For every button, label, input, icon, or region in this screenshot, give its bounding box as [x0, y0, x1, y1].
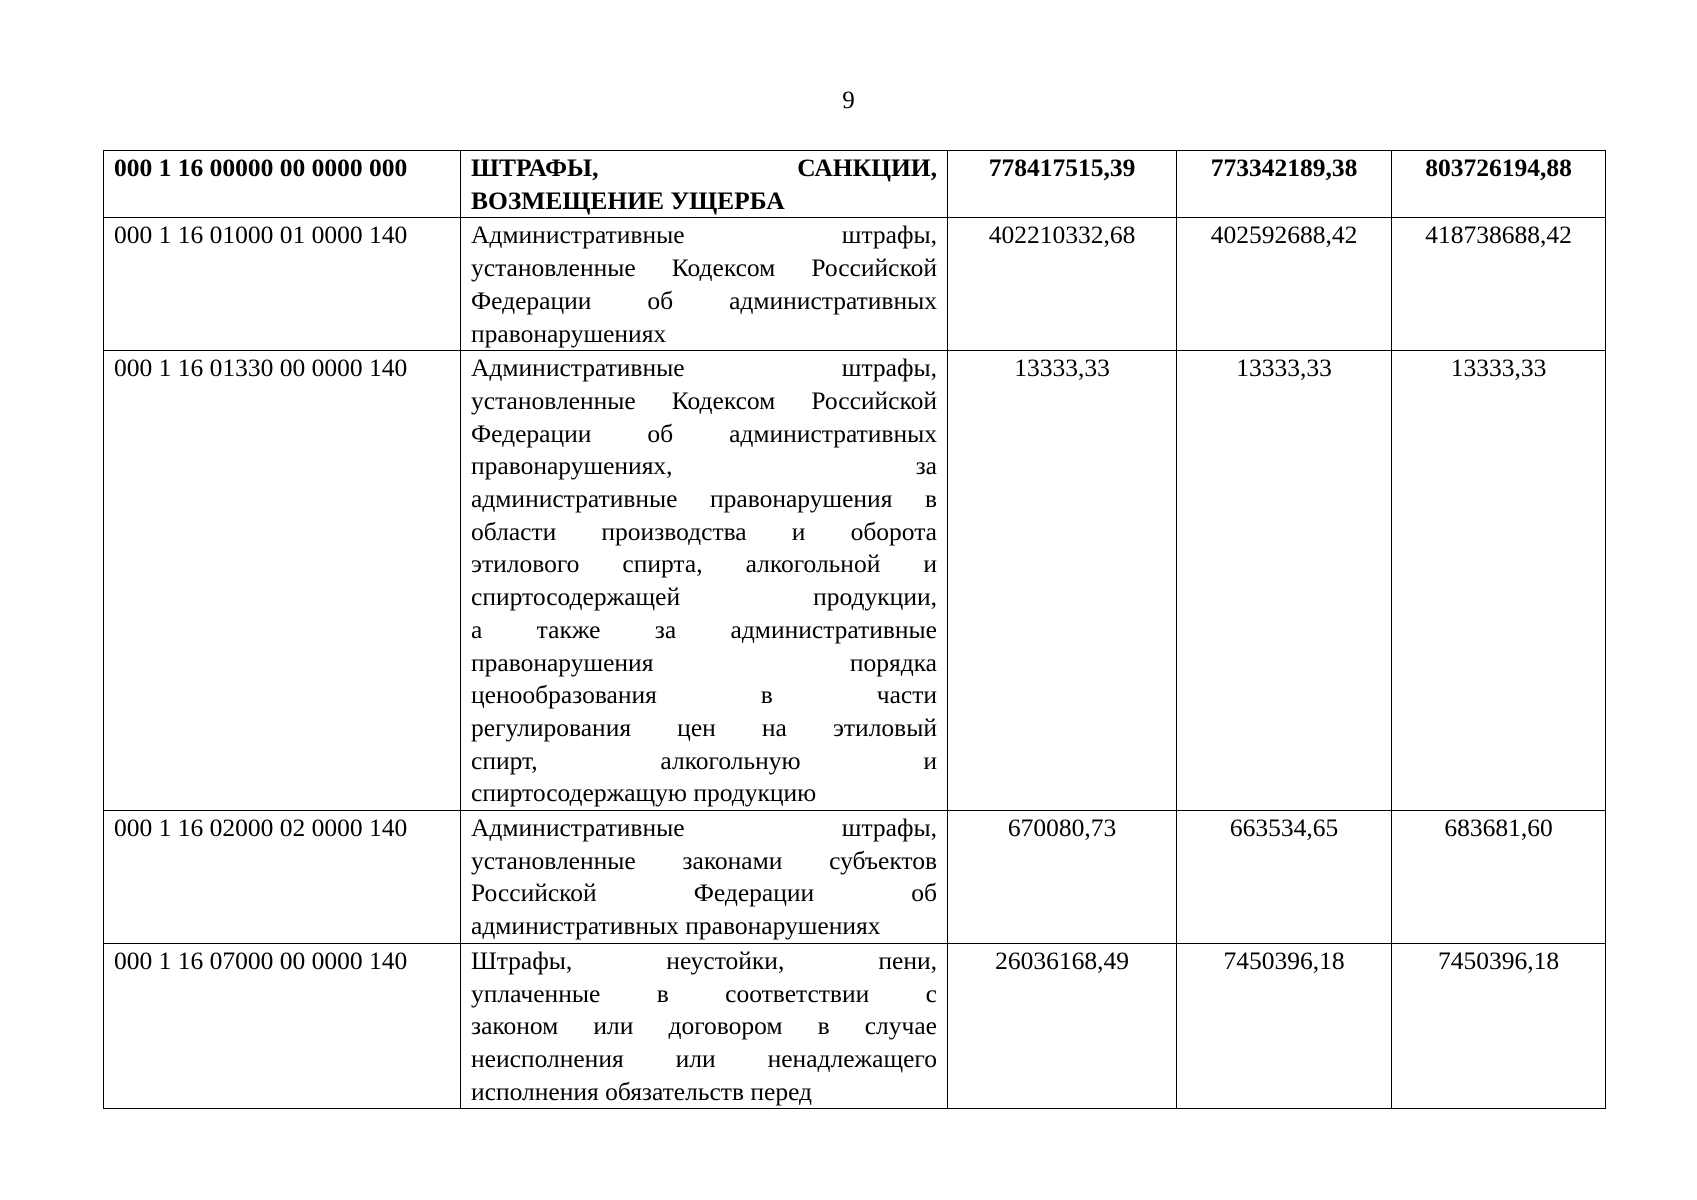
revenue-name-line: Штрафы, неустойки, пени,	[471, 945, 937, 975]
amount-year-1-cell: 778417515,39	[948, 151, 1177, 218]
page-number: 9	[842, 87, 855, 114]
revenue-name-line: Федерации об административных	[471, 418, 937, 448]
revenue-name-line: установленные законами субъектов	[471, 845, 937, 875]
table-row-total	[104, 151, 1606, 218]
budget-code-cell: 000 1 16 07000 00 0000 140	[104, 943, 461, 1109]
budget-code-cell: 000 1 16 01330 00 0000 140	[104, 351, 461, 811]
revenue-name-line: Федерации об административных	[471, 285, 937, 315]
revenue-name-line: а также за административные	[471, 614, 937, 644]
revenue-name-line: области производства и оборота	[471, 516, 937, 546]
amount-year-1-cell: 13333,33	[948, 351, 1177, 811]
revenue-name-line: спиртосодержащую продукцию	[471, 778, 817, 808]
budget-code-cell: 000 1 16 01000 01 0000 140	[104, 218, 461, 351]
amount-year-2-cell: 7450396,18	[1177, 943, 1392, 1109]
revenue-name-line: правонарушениях	[471, 318, 667, 348]
budget-code-cell: 000 1 16 02000 02 0000 140	[104, 811, 461, 944]
revenue-name-line: Административные штрафы,	[471, 813, 937, 843]
revenue-name-line: установленные Кодексом Российской	[471, 253, 937, 283]
table-row	[104, 218, 1606, 351]
revenue-name-line: этилового спирта, алкогольной и	[471, 549, 937, 579]
revenue-name-cell	[461, 811, 948, 944]
revenue-name-line: ШТРАФЫ, САНКЦИИ,	[471, 153, 937, 182]
revenue-name-line: регулирования цен на этиловый	[471, 712, 937, 742]
amount-year-1-cell: 26036168,49	[948, 943, 1177, 1109]
revenue-name-line: неисполнения или ненадлежащего	[471, 1043, 937, 1073]
revenue-name-cell	[461, 218, 948, 351]
table-row	[104, 811, 1606, 944]
amount-year-3-cell: 13333,33	[1392, 351, 1606, 811]
revenue-name-line: Административные штрафы,	[471, 220, 937, 250]
revenue-name-line: установленные Кодексом Российской	[471, 385, 937, 415]
amount-year-3-cell: 683681,60	[1392, 811, 1606, 944]
revenue-name-line: правонарушениях, за	[471, 451, 937, 481]
revenue-name-line: уплаченные в соответствии с	[471, 978, 937, 1008]
amount-year-1-cell: 670080,73	[948, 811, 1177, 944]
amount-year-3-cell: 7450396,18	[1392, 943, 1606, 1109]
amount-year-3-cell: 803726194,88	[1392, 151, 1606, 218]
revenue-name-line: спирт, алкогольную и	[471, 745, 937, 775]
revenue-name-line: правонарушения порядка	[471, 647, 937, 677]
amount-year-2-cell: 773342189,38	[1177, 151, 1392, 218]
budget-table	[103, 150, 1606, 1109]
budget-code-cell: 000 1 16 00000 00 0000 000	[104, 151, 461, 218]
revenue-name-line: административных правонарушениях	[471, 911, 881, 941]
revenue-name-line: исполнения обязательств перед	[471, 1076, 813, 1106]
revenue-name-line: спиртосодержащей продукции,	[471, 582, 937, 612]
revenue-name-line: Российской Федерации об	[471, 878, 937, 908]
revenue-name-cell	[461, 351, 948, 811]
revenue-name-line: ценообразования в части	[471, 680, 937, 710]
amount-year-1-cell: 402210332,68	[948, 218, 1177, 351]
revenue-name-line: законом или договором в случае	[471, 1011, 937, 1041]
revenue-name-line: Административные штрафы,	[471, 353, 937, 383]
revenue-name-line: ВОЗМЕЩЕНИЕ УЩЕРБА	[471, 185, 785, 215]
revenue-name-cell	[461, 943, 948, 1109]
table-row	[104, 351, 1606, 811]
amount-year-2-cell: 402592688,42	[1177, 218, 1392, 351]
amount-year-3-cell: 418738688,42	[1392, 218, 1606, 351]
table-row	[104, 943, 1606, 1109]
amount-year-2-cell: 13333,33	[1177, 351, 1392, 811]
revenue-name-cell	[461, 151, 948, 218]
table-body	[104, 151, 1606, 1109]
revenue-name-line: административные правонарушения в	[471, 484, 937, 514]
amount-year-2-cell: 663534,65	[1177, 811, 1392, 944]
